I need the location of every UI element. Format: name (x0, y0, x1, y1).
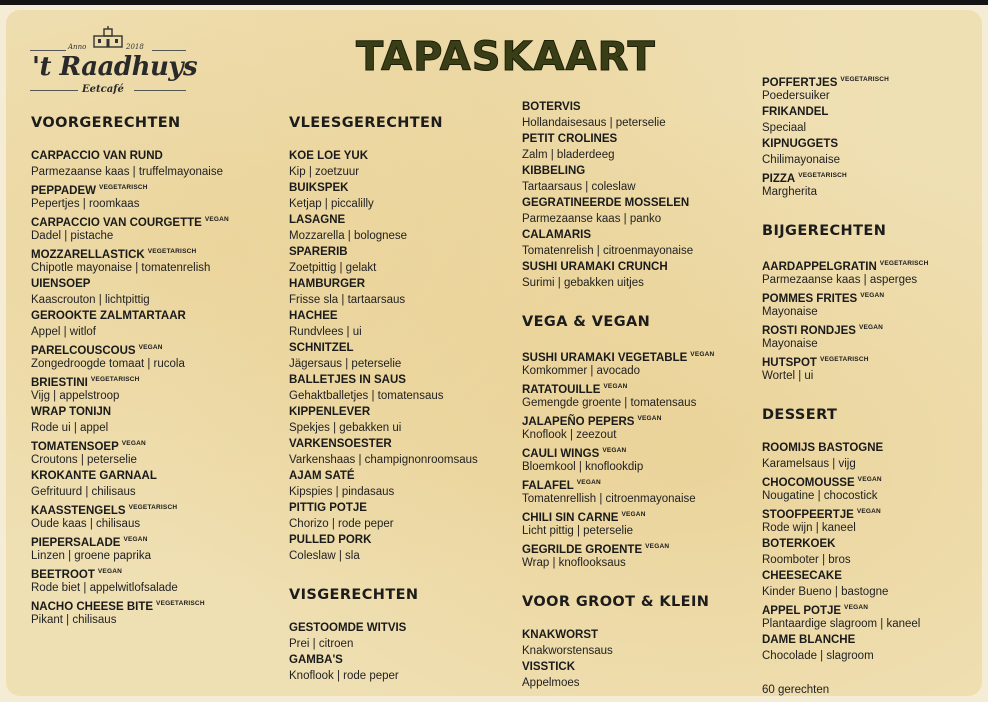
dish-description: Rundvlees | ui (289, 326, 362, 338)
dish-name (522, 627, 714, 643)
dish-title: ROOMIJS BASTOGNE (762, 442, 884, 454)
dish-count: 60 gerechten (762, 684, 830, 696)
dish-name (289, 620, 478, 636)
dish-description: Margherita (762, 186, 817, 198)
dish-name (522, 259, 714, 275)
dish-name (31, 148, 229, 164)
menu-column-3 (522, 99, 714, 691)
dish-description: Gehaktballetjes | tomatensaus (289, 390, 444, 402)
dish-description: Linzen | groene paprika (31, 550, 151, 562)
dish-title: CAULI WINGS (522, 448, 600, 460)
diet-tag: VEGAN (602, 447, 627, 454)
dish-name (289, 404, 478, 420)
dish-name (289, 652, 478, 668)
dish-title: POFFERTJES (762, 77, 838, 89)
dish-title: KIBBELING (522, 165, 586, 177)
dish-name (289, 308, 478, 324)
diet-tag: VEGAN (123, 536, 148, 543)
dish-name (31, 308, 229, 324)
dish-title: SUSHI URAMAKI VEGETABLE (522, 352, 688, 364)
dish-title: JALAPEÑO PEPERS (522, 416, 635, 428)
dish-title: FRIKANDEL (762, 106, 829, 118)
dish-name (522, 195, 714, 211)
diet-tag: VEGAN (858, 324, 884, 331)
section-heading: VOORGERECHTEN (31, 115, 181, 131)
dish-description: Roomboter | bros (762, 554, 851, 566)
dish-name (762, 168, 928, 184)
dish-title: PETIT CROLINES (522, 133, 618, 145)
dish-title: POMMES FRITES (762, 293, 858, 305)
dish-name (762, 440, 928, 456)
dish-title: CHOCOMOUSSE (762, 477, 855, 489)
dish-title: STOOFPEERTJE (762, 509, 854, 521)
dish-name (31, 532, 229, 548)
diet-tag: VEGAN (621, 511, 646, 518)
dish-name (762, 352, 928, 368)
dish-name (522, 131, 714, 147)
diet-tag: VEGETARISCH (879, 260, 929, 267)
dish-description: Oude kaas | chilisaus (31, 518, 141, 530)
dish-description: Frisse sla | tartaarsaus (289, 294, 406, 306)
dish-title: LASAGNE (289, 214, 346, 226)
dish-title: UIENSOEP (31, 278, 91, 290)
dish-title: PIZZA (762, 173, 796, 185)
dish-title: ROSTI RONDJES (762, 325, 856, 337)
dish-description: Jägersaus | peterselie (289, 358, 402, 370)
dish-name (31, 564, 229, 580)
logo-rule-left (30, 50, 66, 51)
menu-column-4 (762, 72, 928, 698)
dish-name (762, 632, 928, 648)
dish-description: Pepertjes | roomkaas (31, 198, 140, 210)
dish-name (522, 411, 714, 427)
dish-description: Speciaal (762, 122, 807, 134)
dish-description: Tomatenrellish | citroenmayonaise (522, 493, 696, 505)
diet-tag: VEGAN (138, 344, 163, 351)
dish-title: CHILI SIN CARNE (522, 512, 619, 524)
dish-name (289, 436, 478, 452)
diet-tag: VEGAN (637, 415, 662, 422)
dish-title: KIPPENLEVER (289, 406, 371, 418)
dish-name (31, 500, 229, 516)
dish-name (522, 99, 714, 115)
dish-name (31, 276, 229, 292)
dish-title: AJAM SATÉ (289, 470, 355, 482)
diet-tag: VEGAN (576, 479, 601, 486)
dish-title: VARKENSOESTER (289, 438, 392, 450)
diet-tag: VEGAN (645, 543, 670, 550)
dish-description: Chorizo | rode peper (289, 518, 394, 530)
dish-description: Hollandaisesaus | peterselie (522, 117, 666, 129)
dish-name (522, 163, 714, 179)
dish-title: BOTERKOEK (762, 538, 836, 550)
dish-name (31, 372, 229, 388)
dish-description: Parmezaanse kaas | truffelmayonaise (31, 166, 223, 178)
dish-name (522, 659, 714, 675)
dish-name (31, 212, 229, 228)
dish-name (762, 288, 928, 304)
menu-column-2 (289, 114, 478, 684)
dish-title: HUTSPOT (762, 357, 817, 369)
dish-title: KOE LOE YUK (289, 150, 369, 162)
dish-description: Kinder Bueno | bastogne (762, 586, 889, 598)
dish-title: NACHO CHEESE BITE (31, 601, 154, 613)
dish-title: SCHNITZEL (289, 342, 354, 354)
dish-title: GEGRILDE GROENTE (522, 544, 643, 556)
dish-title: HAMBURGER (289, 278, 366, 290)
dish-title: APPEL POTJE (762, 605, 842, 617)
top-border (0, 0, 988, 5)
dish-description: Spekjes | gebakken ui (289, 422, 402, 434)
page-title: TAPASKAART (356, 34, 656, 80)
section-heading: VEGA & VEGAN (522, 314, 651, 330)
dish-name (522, 539, 714, 555)
dish-description: Mayonaise (762, 338, 818, 350)
dish-title: PIEPERSALADE (31, 537, 121, 549)
restaurant-logo (30, 24, 198, 102)
dish-description: Knoflook | zeezout (522, 429, 617, 441)
logo-rule-bottom-left (30, 90, 78, 91)
dish-title: WRAP TONIJN (31, 406, 112, 418)
dish-name (289, 340, 478, 356)
diet-tag: VEGETARISCH (819, 356, 869, 363)
dish-name (522, 475, 714, 491)
dish-name (762, 136, 928, 152)
dish-description: Zoetpittig | gelakt (289, 262, 377, 274)
dish-description: Mayonaise (762, 306, 818, 318)
section-spacer (289, 564, 478, 586)
logo-subtitle: Eetcafé (82, 84, 124, 95)
diet-tag: VEGAN (204, 216, 229, 223)
dish-title: KROKANTE GARNAAL (31, 470, 157, 482)
dish-description: Komkommer | avocado (522, 365, 641, 377)
diet-tag: VEGAN (857, 476, 882, 483)
dish-description: Poedersuiker (762, 90, 830, 102)
dish-title: GAMBA'S (289, 654, 343, 666)
dish-description: Gemengde groente | tomatensaus (522, 397, 697, 409)
dish-description: Dadel | pistache (31, 230, 114, 242)
dish-name (522, 379, 714, 395)
dish-title: AARDAPPELGRATIN (762, 261, 877, 273)
dish-description: Chilimayonaise (762, 154, 840, 166)
dish-description: Coleslaw | sla (289, 550, 360, 562)
town-hall-icon (92, 26, 124, 48)
dish-description: Nougatine | chocostick (762, 490, 878, 502)
dish-title: MOZZARELLASTICK (31, 249, 145, 261)
dish-name (762, 600, 928, 616)
dish-description: Mozzarella | bolognese (289, 230, 408, 242)
dish-description: Karamelsaus | vijg (762, 458, 856, 470)
dish-description: Wrap | knoflooksaus (522, 557, 626, 569)
dish-description: Zongedroogde tomaat | rucola (31, 358, 185, 370)
dish-name (289, 372, 478, 388)
dish-title: BRIESTINI (31, 377, 88, 389)
dish-description: Knakworstensaus (522, 645, 613, 657)
dish-description: Rode ui | appel (31, 422, 109, 434)
dish-name (762, 568, 928, 584)
dish-title: FALAFEL (522, 480, 574, 492)
dish-name (522, 347, 714, 363)
diet-tag: VEGAN (121, 440, 146, 447)
dish-name (289, 148, 478, 164)
dish-name (289, 532, 478, 548)
dish-description: Appelmoes (522, 677, 580, 689)
dish-name (762, 104, 928, 120)
diet-tag: VEGETARISCH (798, 172, 847, 179)
section-heading: VISGERECHTEN (289, 587, 419, 603)
dish-name (762, 320, 928, 336)
diet-tag: VEGAN (856, 508, 881, 515)
dish-title: CARPACCIO VAN COURGETTE (31, 217, 202, 229)
dish-description: Wortel | ui (762, 370, 814, 382)
dish-title: GEROOKTE ZALMTARTAAR (31, 310, 186, 322)
dish-name (762, 536, 928, 552)
dish-title: BALLETJES IN SAUS (289, 374, 406, 386)
dish-title: KNAKWORST (522, 629, 599, 641)
menu-column-1 (31, 114, 229, 628)
diet-tag: VEGETARISCH (98, 184, 148, 191)
dish-description: Parmezaanse kaas | panko (522, 213, 662, 225)
dish-title: PEPPADEW (31, 185, 96, 197)
dish-name (289, 468, 478, 484)
dish-description: Bloemkool | knoflookdip (522, 461, 644, 473)
dish-name (762, 72, 928, 88)
dish-title: KAASSTENGELS (31, 505, 126, 517)
dish-title: PARELCOUSCOUS (31, 345, 136, 357)
dish-description: Parmezaanse kaas | asperges (762, 274, 918, 286)
dish-name (289, 500, 478, 516)
diet-tag: VEGAN (690, 351, 715, 358)
dish-title: BUIKSPEK (289, 182, 349, 194)
dish-title: CARPACCIO VAN RUND (31, 150, 163, 162)
dish-description: Licht pittig | peterselie (522, 525, 634, 537)
logo-year: 2018 (126, 43, 144, 51)
dish-name (289, 244, 478, 260)
dish-name (522, 507, 714, 523)
dish-description: Varkenshaas | champignonroomsaus (289, 454, 478, 466)
dish-name (31, 180, 229, 196)
dish-description: Rode biet | appelwitlofsalade (31, 582, 178, 594)
dish-title: DAME BLANCHE (762, 634, 856, 646)
dish-name (31, 340, 229, 356)
dish-description: Tomatenrelish | citroenmayonaise (522, 245, 694, 257)
dish-title: GEGRATINEERDE MOSSELEN (522, 197, 690, 209)
dish-title: CHEESECAKE (762, 570, 842, 582)
section-spacer (522, 571, 714, 593)
dish-name (31, 404, 229, 420)
dish-title: CALAMARIS (522, 229, 591, 241)
diet-tag: VEGAN (860, 292, 885, 299)
logo-name: 't Raadhuys (32, 52, 198, 82)
dish-description: Pikant | chilisaus (31, 614, 117, 626)
diet-tag: VEGETARISCH (840, 76, 890, 83)
section-spacer (762, 384, 928, 406)
dish-description: Zalm | bladerdeeg (522, 149, 615, 161)
dish-description: Surimi | gebakken uitjes (522, 277, 644, 289)
diet-tag: VEGAN (97, 568, 123, 575)
section-spacer (522, 291, 714, 313)
dish-title: SUSHI URAMAKI CRUNCH (522, 261, 668, 273)
dish-description: Knoflook | rode peper (289, 670, 399, 682)
dish-name (31, 244, 229, 260)
dish-description: Plantaardige slagroom | kaneel (762, 618, 921, 630)
logo-rule-bottom-right (134, 90, 186, 91)
dish-name (289, 180, 478, 196)
dish-title: PITTIG POTJE (289, 502, 367, 514)
diet-tag: VEGETARISCH (128, 504, 178, 511)
dish-name (289, 276, 478, 292)
diet-tag: VEGETARISCH (156, 600, 205, 607)
dish-description: Vijg | appelstroop (31, 390, 120, 402)
dish-name (522, 227, 714, 243)
logo-anno: Anno (68, 43, 87, 51)
dish-description: Ketjap | piccalilly (289, 198, 374, 210)
dish-name (289, 212, 478, 228)
section-heading: VOOR GROOT & KLEIN (522, 594, 710, 610)
section-heading: BIJGERECHTEN (762, 223, 887, 239)
dish-title: VISSTICK (522, 661, 576, 673)
dish-description: Kaascrouton | lichtpittig (31, 294, 150, 306)
dish-description: Chipotle mayonaise | tomatenrelish (31, 262, 211, 274)
dish-description: Gefrituurd | chilisaus (31, 486, 136, 498)
dish-name (31, 468, 229, 484)
dish-description: Tartaarsaus | coleslaw (522, 181, 636, 193)
dish-description: Kip | zoetzuur (289, 166, 360, 178)
dish-title: RATATOUILLE (522, 384, 601, 396)
dish-name (762, 256, 928, 272)
dish-description: Rode wijn | kaneel (762, 522, 856, 534)
dish-description: Appel | witlof (31, 326, 96, 338)
diet-tag: VEGETARISCH (90, 376, 140, 383)
dish-name (522, 443, 714, 459)
dish-title: SPARERIB (289, 246, 348, 258)
diet-tag: VEGAN (603, 383, 628, 390)
logo-rule-right (152, 50, 186, 51)
dish-name (762, 504, 928, 520)
dish-description: Prei | citroen (289, 638, 354, 650)
section-heading: DESSERT (762, 407, 838, 423)
dish-title: BEETROOT (31, 569, 95, 581)
dish-title: TOMATENSOEP (31, 441, 119, 453)
dish-title: BOTERVIS (522, 101, 581, 113)
diet-tag: VEGAN (844, 604, 869, 611)
section-spacer (762, 200, 928, 222)
section-heading: VLEESGERECHTEN (289, 115, 443, 131)
dish-title: PULLED PORK (289, 534, 372, 546)
dish-title: KIPNUGGETS (762, 138, 839, 150)
dish-name (31, 436, 229, 452)
dish-title: HACHEE (289, 310, 338, 322)
diet-tag: VEGETARISCH (147, 248, 197, 255)
dish-name (762, 472, 928, 488)
dish-title: GESTOOMDE WITVIS (289, 622, 407, 634)
dish-description: Kipspies | pindasaus (289, 486, 395, 498)
dish-name (31, 596, 229, 612)
dish-description: Croutons | peterselie (31, 454, 137, 466)
dish-description: Chocolade | slagroom (762, 650, 874, 662)
